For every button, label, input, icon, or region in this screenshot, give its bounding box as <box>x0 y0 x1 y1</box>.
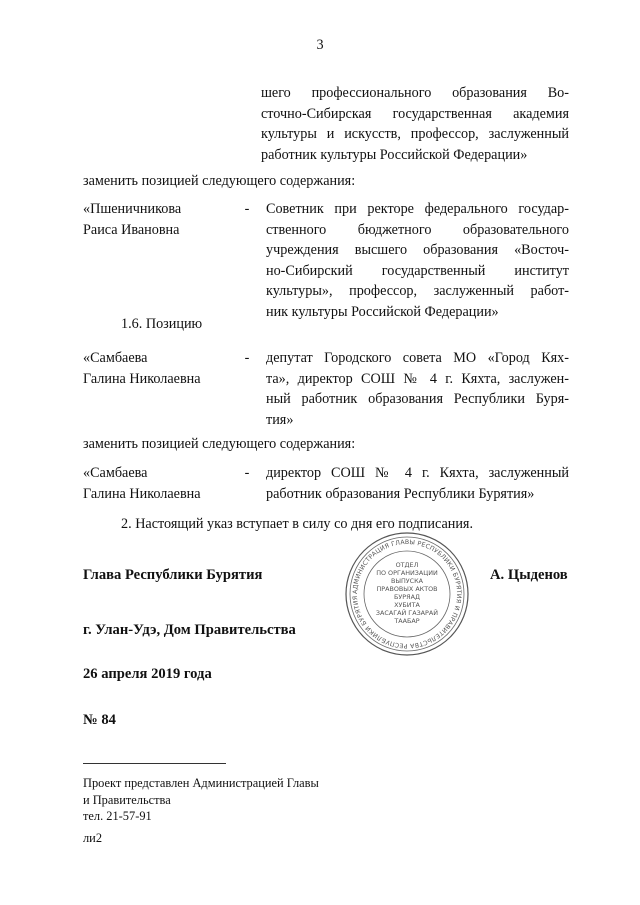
replace-instruction: заменить позицией следующего содержания: <box>83 436 356 452</box>
signing-place: г. Улан-Удэ, Дом Правительства <box>83 622 296 638</box>
entry-dash: - <box>244 350 250 366</box>
name-line: «Самбаева <box>83 350 148 366</box>
name-line: Раиса Ивановна <box>83 221 180 238</box>
stamp-line: ТААБАР <box>394 617 420 625</box>
point-2: 2. Настоящий указ вступает в силу со дня его подписания. <box>121 516 474 532</box>
text-line: работник культуры Российской Федерации» <box>261 146 528 163</box>
text-line: та», директор СОШ № 4 г. Кяхта, заслужен- <box>266 370 569 387</box>
entry-name <box>83 199 181 240</box>
text-line: Советник при ректоре федерального государ- <box>266 201 569 217</box>
footnote <box>83 775 319 825</box>
name-line: «Пшеничникова <box>83 201 182 217</box>
text-line: ник культуры Российской Федерации» <box>266 303 499 320</box>
entry-description <box>266 348 569 430</box>
name-line: «Самбаева <box>83 465 148 481</box>
text-line: шего профессионального образования Во- <box>261 85 569 101</box>
signatory-position: Глава Республики Бурятия <box>83 567 263 583</box>
name-line: Галина Николаевна <box>83 485 201 502</box>
entry-description <box>266 463 569 504</box>
text-line: сточно-Сибирская государственная академия <box>261 105 569 122</box>
text-line: директор СОШ № 4 г. Кяхта, заслуженный <box>266 465 569 481</box>
text-line: ственного бюджетного образовательного <box>266 221 569 238</box>
footnote-line: Проект представлен Администрацией Главы <box>83 776 319 790</box>
entry-dash: - <box>244 201 250 217</box>
text-line: ный работник образования Республики Буря- <box>266 391 569 408</box>
text-line: учреждения высшего образования «Восточ- <box>266 242 569 259</box>
continued-description <box>261 83 569 165</box>
document-code: ли2 <box>83 831 103 845</box>
stamp-ring-text: АДМИНИСТРАЦИЯ ГЛАВЫ РЕСПУБЛИКИ БУРЯТИЯ И ПРАВИТЕЛЬСТВА РЕСПУБЛИКИ БУРЯТИЯ <box>351 538 463 650</box>
text-line: культуры и искусств, профессор, заслуженный <box>261 126 569 143</box>
stamp-line: БУРЯАД <box>394 593 420 601</box>
text-line: культуры», профессор, заслуженный работ- <box>266 283 569 300</box>
page-number: 3 <box>316 37 324 53</box>
stamp-line: ОТДЕЛ <box>395 561 419 569</box>
official-stamp <box>344 531 470 657</box>
stamp-line: ПРАВОВЫХ АКТОВ <box>376 585 438 593</box>
item-heading: 1.6. Позицию <box>121 316 203 332</box>
entry-dash: - <box>244 465 250 481</box>
footnote-divider <box>83 763 226 764</box>
footnote-line: тел. 21-57-91 <box>83 809 152 824</box>
name-line: Галина Николаевна <box>83 370 201 387</box>
entry-name <box>83 348 201 389</box>
stamp-line: ЗАСАГАЙ ГАЗАРАЙ <box>375 609 439 617</box>
text-line: депутат Городского совета МО «Город Кях- <box>266 350 569 366</box>
signatory-name: А. Цыденов <box>490 567 568 583</box>
text-line: работник образования Республики Бурятия» <box>266 485 535 502</box>
replace-instruction: заменить позицией следующего содержания: <box>83 173 356 189</box>
decree-number: № 84 <box>83 712 116 728</box>
entry-name <box>83 463 201 504</box>
entry-description <box>266 199 569 323</box>
stamp-line: ВЫПУСКА <box>390 577 424 585</box>
text-line: тия» <box>266 411 294 428</box>
stamp-line: ПО ОРГАНИЗАЦИИ <box>376 569 438 577</box>
footnote-line: и Правительства <box>83 792 171 807</box>
text-line: но-Сибирский государственный институт <box>266 262 569 279</box>
signing-date: 26 апреля 2019 года <box>83 666 212 682</box>
stamp-line: ХУБИТА <box>394 601 420 609</box>
